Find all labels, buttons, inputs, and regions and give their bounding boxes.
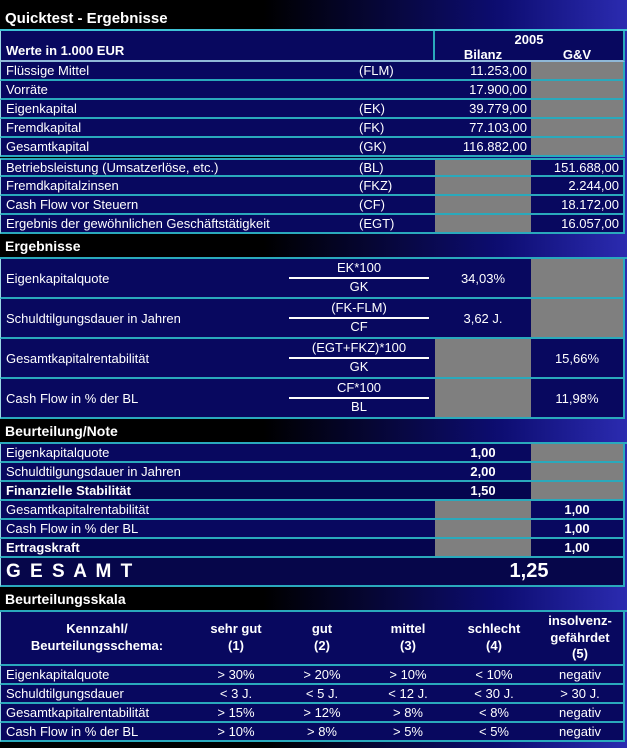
scale-cell: negativ [559,667,601,682]
note-value-cell: 2,00 [470,464,496,479]
row-code: (EK) [359,101,385,116]
scale-cell: < 5 J. [305,686,339,701]
scale-cell: > 5% [393,724,423,739]
row-label: Schuldtilgungsdauer [6,686,124,701]
row-label: Ertragskraft [6,540,80,555]
formula-denominator: BL [351,399,367,414]
formula-denominator: GK [349,359,369,374]
formula-numerator: EK*100 [336,260,382,276]
scale-corner-header: Kennzahl/ Beurteilungsschema: [30,621,164,653]
bilanz-value-cell[interactable]: 17.900,00 [469,82,527,97]
row-label: Gesamtkapitalrentabilität [6,502,150,517]
scale-col-header-schlecht: schlecht (4) [467,621,521,653]
note-value-cell: 1,50 [470,483,496,498]
scale-cell: > 15% [217,705,255,720]
result-value-cell: 15,66% [554,350,600,366]
unit-label: Werte in 1.000 EUR [6,43,125,58]
row-label: Eigenkapitalquote [6,445,110,460]
table-header [0,31,625,62]
result-value-cell: 3,62 J. [463,310,503,326]
table-row [0,138,625,157]
result-row [0,299,625,339]
blocked-guv-cell [531,463,623,480]
result-value-cell: 11,98% [555,390,599,406]
blocked-guv-cell [531,62,623,79]
guv-value-cell[interactable]: 151.688,00 [553,160,619,175]
row-label: Fremdkapital [6,120,82,135]
scale-cell: > 30% [217,667,255,682]
note-row [0,444,625,463]
row-label: Eigenkapitalquote [6,667,110,682]
column-header-bilanz: Bilanz [463,47,503,62]
row-code: (FK) [359,120,385,135]
table-row [0,196,625,215]
bilanz-value-cell[interactable]: 77.103,00 [469,120,527,135]
blocked-bilanz-cell [435,215,531,232]
scale-cell: < 3 J. [219,686,253,701]
blocked-guv-cell [531,299,623,337]
row-label: Gesamtkapitalrentabilität [6,350,150,366]
scale-cell: > 12% [303,705,341,720]
blocked-bilanz-cell [435,520,531,537]
result-value-cell: 34,03% [460,270,506,286]
year-label: 2005 [514,32,544,47]
formula-denominator: GK [349,279,369,294]
note-value-cell: 1,00 [564,540,590,555]
section-title: Beurteilungsskala [5,590,126,607]
formula-denominator: CF [350,319,368,334]
note-row [0,463,625,482]
bilanz-value-cell[interactable]: 11.253,00 [470,63,527,78]
guv-value-cell[interactable]: 16.057,00 [561,216,619,231]
bilanz-value-cell[interactable]: 39.779,00 [469,101,527,116]
blocked-bilanz-cell [435,196,531,213]
section-header-beurteilung [0,419,627,444]
scale-cell: > 20% [303,667,341,682]
blocked-guv-cell [531,482,623,499]
note-row [0,520,625,539]
note-value-cell: 1,00 [564,521,590,536]
blocked-guv-cell [531,81,623,98]
scale-cell: > 8% [393,705,423,720]
guv-value-cell[interactable]: 18.172,00 [561,197,619,212]
column-header-guv: G&V [562,47,592,62]
blocked-guv-cell [531,119,623,136]
row-code: (EGT) [359,216,395,231]
scale-cell: < 5% [479,724,509,739]
scale-row [0,666,625,685]
scale-cell: < 12 J. [388,686,428,701]
row-label: Gesamtkapitalrentabilität [6,705,150,720]
result-row [0,379,625,419]
formula [283,339,435,377]
row-code [359,81,435,98]
table-row [0,177,625,196]
total-value: 1,25 [509,560,549,582]
scale-row [0,704,625,723]
formula-numerator: CF*100 [336,380,382,396]
row-label: Gesamtkapital [6,139,90,154]
scale-cell: < 8% [479,705,509,720]
row-code: (GK) [359,139,387,154]
row-label: Schuldtilgungsdauer in Jahren [6,464,181,479]
row-label: Cash Flow in % der BL [6,724,139,739]
page-title: Quicktest - Ergebnisse [5,9,168,27]
total-label: G E S A M T [6,560,135,582]
note-row [0,539,625,558]
row-label: Cash Flow vor Steuern [6,197,139,212]
blocked-bilanz-cell [435,501,531,518]
scale-table-header [0,612,625,666]
scale-cell: negativ [559,724,601,739]
note-row [0,501,625,520]
blocked-bilanz-cell [435,339,531,377]
scale-cell: negativ [559,705,601,720]
row-label: Schuldtilgungsdauer in Jahren [6,310,181,326]
section-header-beurteilungsskala [0,587,627,612]
note-value-cell: 1,00 [470,445,496,460]
window-top-strip [0,0,627,7]
year-column-header [433,31,623,60]
table-row [0,62,625,81]
note-value-cell: 1,00 [564,502,590,517]
formula [283,379,435,417]
table-row [0,81,625,100]
scale-cell: > 8% [307,724,337,739]
scale-col-header-gut: gut (2) [311,621,333,653]
blocked-bilanz-cell [435,539,531,556]
scale-col-header-insolvenzgefaehrdet: insolvenz- gefährdet (5) [548,612,612,662]
blocked-guv-cell [531,259,623,297]
scale-row [0,685,625,704]
row-label: Cash Flow in % der BL [6,521,139,536]
scale-col-header-mittel: mittel (3) [390,621,426,653]
scale-cell: < 30 J. [474,686,514,701]
guv-value-cell[interactable]: 2.244,00 [568,178,619,193]
row-label: Ergebnis der gewöhnlichen Geschäftstätigkeit [6,216,270,231]
scale-cell: > 10% [389,667,427,682]
formula-numerator: (EGT+FKZ)*100 [311,340,407,356]
row-label: Flüssige Mittel [6,63,90,78]
section-title: Ergebnisse [5,237,81,254]
row-label: Vorräte [6,82,48,97]
row-code: (FLM) [359,63,394,78]
scale-row [0,723,625,742]
table-row [0,158,625,177]
blocked-bilanz-cell [435,177,531,194]
result-row [0,339,625,379]
scale-cell: > 10% [217,724,255,739]
row-label: Eigenkapital [6,101,77,116]
scale-col-header-sehr-gut: sehr gut (1) [210,621,262,653]
sheet-title-row [0,7,627,31]
section-header-ergebnisse [0,234,627,259]
formula-numerator: (FK-FLM) [331,300,387,316]
section-title: Beurteilung/Note [5,422,118,439]
formula [283,299,435,337]
blocked-guv-cell [531,138,623,155]
table-row [0,215,625,234]
row-label: Betriebsleistung (Umsatzerlöse, etc.) [6,160,219,175]
row-label: Cash Flow in % der BL [6,390,139,406]
formula [283,259,435,297]
row-label: Fremdkapitalzinsen [6,178,119,193]
blocked-bilanz-cell [435,379,531,417]
total-row [0,558,625,587]
scale-cell: > 30 J. [560,686,600,701]
blocked-guv-cell [531,444,623,461]
table-row [0,100,625,119]
result-row [0,259,625,299]
row-label: Finanzielle Stabilität [6,483,131,498]
table-row [0,119,625,138]
row-code: (BL) [359,160,384,175]
blocked-guv-cell [531,100,623,117]
note-row [0,482,625,501]
blocked-bilanz-cell [435,160,531,175]
row-label: Eigenkapitalquote [6,270,110,286]
row-code: (FKZ) [359,178,393,193]
bilanz-value-cell[interactable]: 116.882,00 [462,139,527,154]
row-code: (CF) [359,197,385,212]
scale-cell: < 10% [475,667,513,682]
